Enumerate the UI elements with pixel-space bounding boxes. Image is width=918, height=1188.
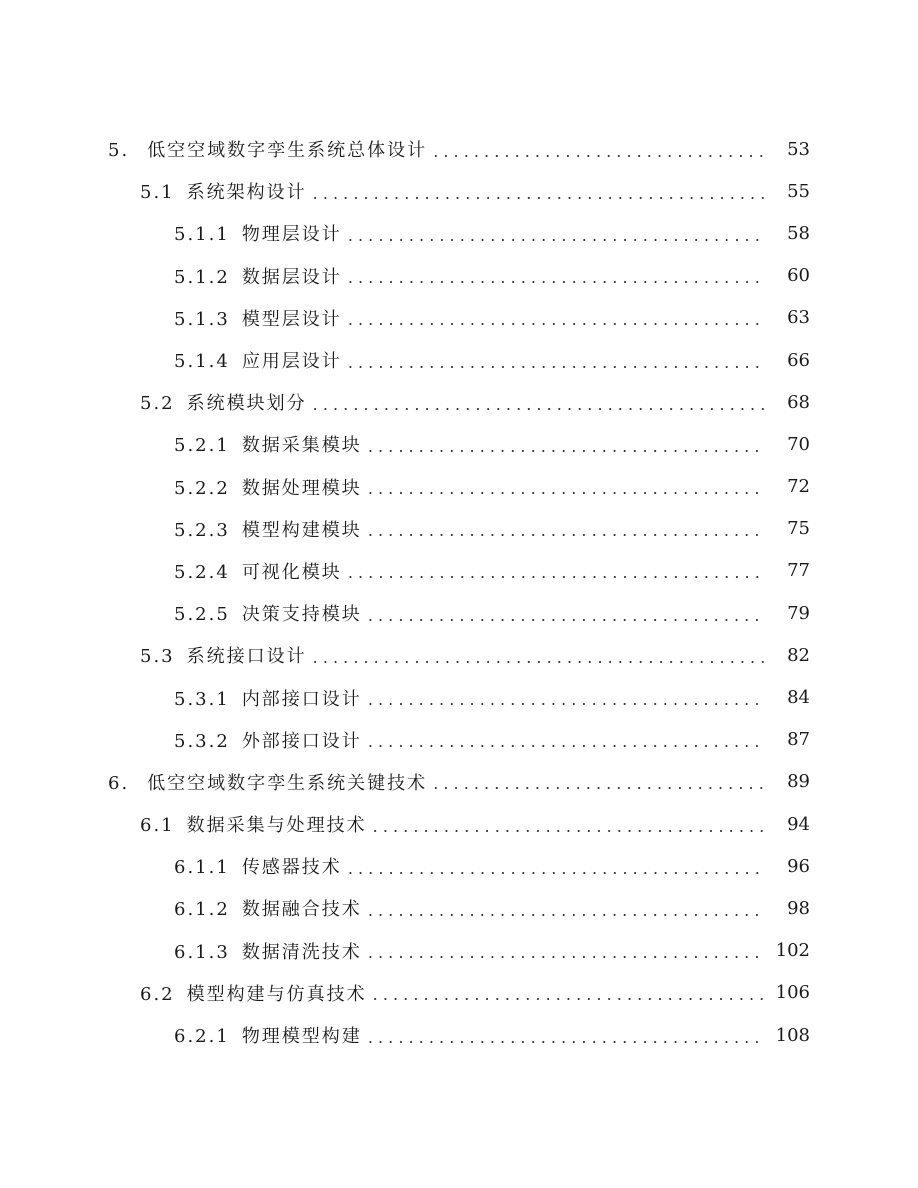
toc-entry[interactable] — [0, 255, 918, 297]
toc-entry-number: 6.2 — [140, 983, 175, 1005]
toc-page-number: 66 — [787, 349, 810, 371]
toc-entry-title — [174, 558, 342, 584]
toc-page-number: 58 — [787, 222, 810, 244]
toc-entry-number: 5. — [108, 140, 130, 162]
toc-entry-title — [174, 727, 362, 753]
toc-entry-title — [174, 895, 362, 921]
toc-page-number: 108 — [775, 1024, 810, 1046]
toc-entry-number: 5.1.3 — [174, 308, 230, 330]
toc-entry-label: 数据采集与处理技术 — [186, 815, 367, 837]
toc-entry-label: 模型构建模块 — [241, 519, 362, 541]
toc-entry-number: 6.1.3 — [174, 941, 230, 963]
toc-entry[interactable] — [0, 170, 918, 212]
toc-entry-title — [174, 347, 342, 373]
toc-entry-label: 系统模块划分 — [186, 393, 307, 415]
toc-entry[interactable] — [0, 550, 918, 592]
toc-entry-number: 6.1 — [140, 815, 175, 837]
toc-entry-label: 可视化模块 — [241, 561, 342, 583]
toc-page-number: 63 — [787, 307, 810, 329]
toc-entry-title — [140, 178, 307, 204]
toc-entry-title — [174, 305, 342, 331]
toc-entry-title — [140, 980, 367, 1006]
toc-dot-leader — [348, 353, 764, 372]
toc-entry-number: 5.2.4 — [174, 561, 230, 583]
toc-dot-leader — [368, 521, 764, 540]
toc-entry-title — [174, 685, 362, 711]
toc-entry-label: 应用层设计 — [241, 351, 342, 373]
toc-entry-label: 数据层设计 — [241, 266, 342, 288]
toc-dot-leader — [368, 732, 764, 751]
toc-page-number: 70 — [787, 433, 810, 455]
toc-dot-leader — [368, 690, 764, 709]
toc-entry-title — [174, 938, 362, 964]
toc-page-number: 106 — [775, 982, 810, 1004]
toc-entry[interactable] — [0, 719, 918, 761]
toc-entry[interactable] — [0, 972, 918, 1014]
toc-page-number: 55 — [787, 180, 810, 202]
toc-dot-leader — [348, 226, 764, 245]
toc-entry-number: 5.1.1 — [174, 224, 230, 246]
toc-entry[interactable] — [0, 466, 918, 508]
toc-entry-number: 6.2.1 — [174, 1026, 230, 1048]
toc-entry-label: 数据处理模块 — [241, 477, 362, 499]
toc-entry[interactable] — [0, 676, 918, 718]
toc-page-number: 53 — [787, 138, 810, 160]
toc-entry-label: 数据采集模块 — [241, 435, 362, 457]
toc-dot-leader — [368, 1028, 764, 1047]
toc-entry-title — [174, 263, 342, 289]
toc-page-number: 79 — [787, 602, 810, 624]
toc-entry-title — [108, 769, 427, 795]
toc-page-number: 68 — [787, 391, 810, 413]
table-of-contents — [0, 128, 918, 1056]
toc-dot-leader — [368, 606, 764, 625]
toc-page-number: 96 — [787, 855, 810, 877]
toc-entry-number: 5.3.2 — [174, 730, 230, 752]
toc-entry-title — [174, 516, 362, 542]
toc-entry-label: 系统架构设计 — [186, 182, 307, 204]
toc-entry-number: 5.3 — [140, 646, 175, 668]
toc-entry[interactable] — [0, 592, 918, 634]
toc-entry-number: 5.3.1 — [174, 688, 230, 710]
toc-page-number: 77 — [787, 560, 810, 582]
toc-entry[interactable] — [0, 887, 918, 929]
toc-entry[interactable] — [0, 212, 918, 254]
toc-dot-leader — [348, 859, 764, 878]
toc-dot-leader — [348, 563, 764, 582]
toc-dot-leader — [348, 268, 764, 287]
toc-dot-leader — [313, 184, 764, 203]
toc-entry-number: 6. — [108, 772, 130, 794]
toc-entry[interactable] — [0, 761, 918, 803]
toc-dot-leader — [348, 310, 764, 329]
toc-entry[interactable] — [0, 930, 918, 972]
toc-page-number: 75 — [787, 518, 810, 540]
toc-entry-title — [174, 853, 342, 879]
toc-entry-title — [174, 431, 362, 457]
toc-entry[interactable] — [0, 128, 918, 170]
toc-page-number: 98 — [787, 897, 810, 919]
toc-entry-number: 5.2.5 — [174, 604, 230, 626]
toc-entry-label: 物理模型构建 — [241, 1026, 362, 1048]
toc-entry-title — [108, 136, 427, 162]
toc-entry-number: 5.1.4 — [174, 351, 230, 373]
toc-entry-label: 低空空域数字孪生系统总体设计 — [147, 140, 428, 162]
toc-entry[interactable] — [0, 423, 918, 465]
toc-entry-number: 5.2.1 — [174, 435, 230, 457]
toc-page-number: 94 — [787, 813, 810, 835]
toc-entry-title — [174, 600, 362, 626]
toc-page-number: 87 — [787, 729, 810, 751]
toc-entry[interactable] — [0, 381, 918, 423]
toc-entry-title — [174, 474, 362, 500]
toc-entry-label: 低空空域数字孪生系统关键技术 — [147, 772, 428, 794]
toc-entry-number: 5.2.2 — [174, 477, 230, 499]
toc-entry-number: 5.1 — [140, 182, 175, 204]
toc-entry[interactable] — [0, 339, 918, 381]
toc-entry-number: 5.2 — [140, 393, 175, 415]
toc-dot-leader — [373, 817, 764, 836]
toc-entry-number: 5.1.2 — [174, 266, 230, 288]
toc-entry-number: 6.1.2 — [174, 899, 230, 921]
toc-entry-label: 外部接口设计 — [241, 730, 362, 752]
toc-page-number: 60 — [787, 265, 810, 287]
toc-entry[interactable] — [0, 1014, 918, 1056]
toc-page-number: 84 — [787, 687, 810, 709]
toc-dot-leader — [368, 901, 764, 920]
toc-entry-label: 物理层设计 — [241, 224, 342, 246]
toc-dot-leader — [313, 648, 764, 667]
toc-entry-title — [140, 811, 367, 837]
toc-entry[interactable] — [0, 845, 918, 887]
toc-entry-number: 6.1.1 — [174, 857, 230, 879]
toc-entry-label: 模型层设计 — [241, 308, 342, 330]
toc-entry-label: 内部接口设计 — [241, 688, 362, 710]
toc-page-number: 89 — [787, 771, 810, 793]
toc-page-number: 72 — [787, 476, 810, 498]
toc-entry-label: 模型构建与仿真技术 — [186, 983, 367, 1005]
toc-entry-title — [174, 1022, 362, 1048]
toc-entry-label: 决策支持模块 — [241, 604, 362, 626]
toc-dot-leader — [368, 943, 764, 962]
toc-entry-title — [140, 642, 307, 668]
toc-entry[interactable] — [0, 803, 918, 845]
toc-entry[interactable] — [0, 508, 918, 550]
toc-entry-label: 系统接口设计 — [186, 646, 307, 668]
toc-dot-leader — [373, 985, 764, 1004]
toc-entry-label: 传感器技术 — [241, 857, 342, 879]
toc-page-number: 102 — [775, 940, 810, 962]
toc-entry-label: 数据清洗技术 — [241, 941, 362, 963]
toc-entry-title — [174, 220, 342, 246]
toc-dot-leader — [368, 479, 764, 498]
toc-entry[interactable] — [0, 634, 918, 676]
toc-entry-title — [140, 389, 307, 415]
toc-entry-number: 5.2.3 — [174, 519, 230, 541]
toc-dot-leader — [433, 774, 764, 793]
toc-dot-leader — [368, 437, 764, 456]
toc-entry[interactable] — [0, 297, 918, 339]
toc-entry-label: 数据融合技术 — [241, 899, 362, 921]
toc-page-number: 82 — [787, 644, 810, 666]
toc-dot-leader — [433, 142, 764, 161]
toc-dot-leader — [313, 395, 764, 414]
